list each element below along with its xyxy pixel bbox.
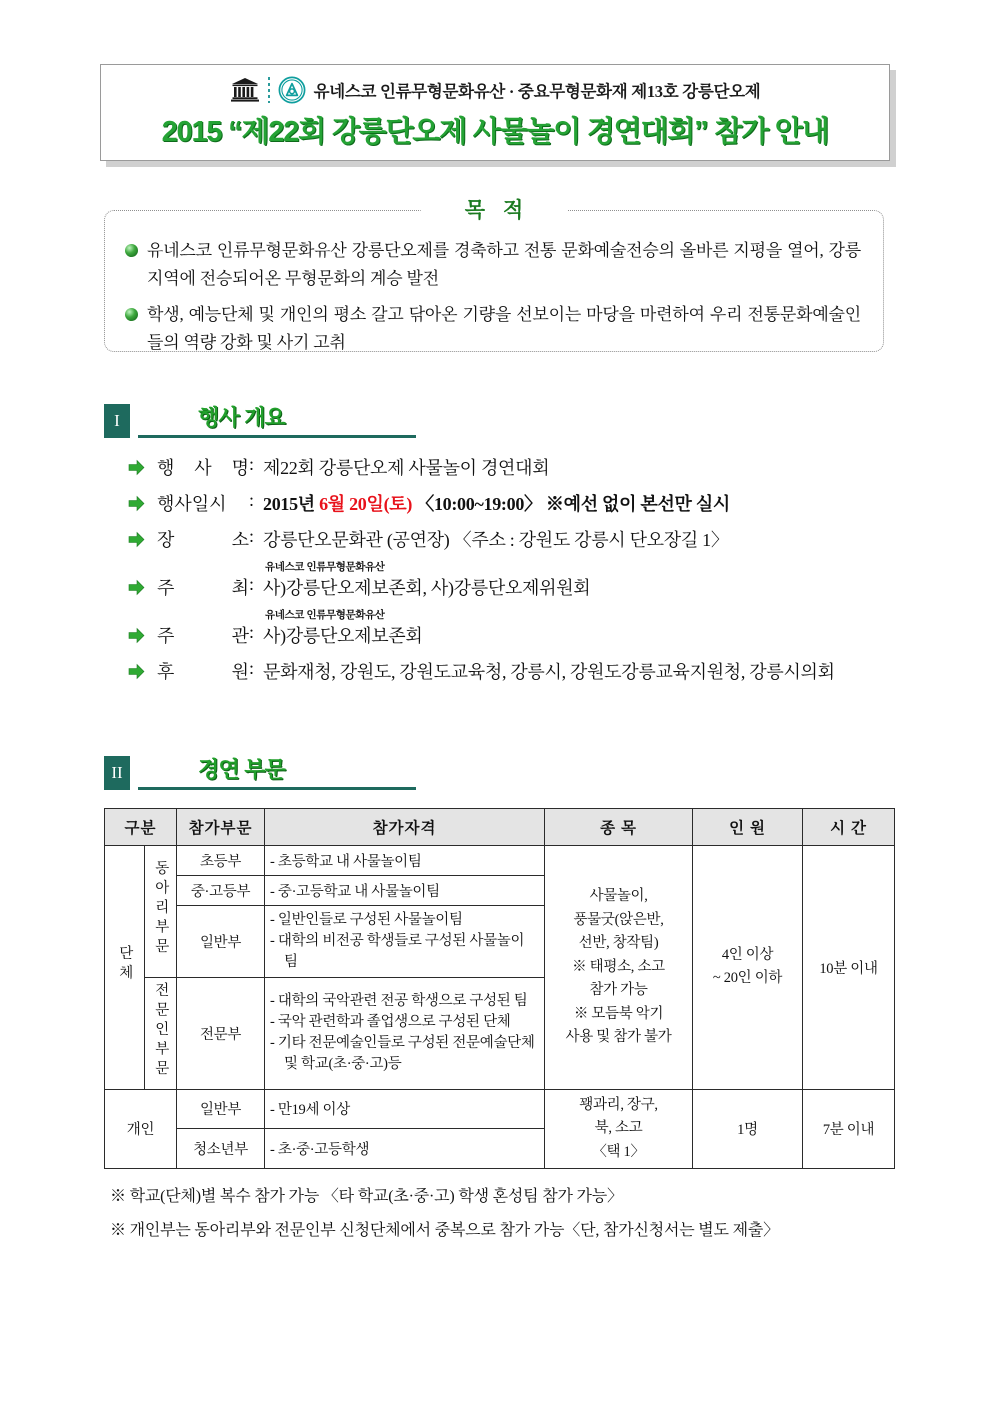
cell-qualification [265,978,545,1090]
qualification-line: - 국악 관련학과 졸업생으로 구성된 단체 [270,1014,511,1031]
section-heading [104,748,894,790]
cell-qualification: - 만19세 이상 [265,1089,545,1129]
info-value: 제22회 강릉단오제 사물놀이 경연대회 [263,458,550,478]
info-value-text: 사)강릉단오제보존회 [263,626,423,646]
qualification-line: - 대학의 국악관련 전공 학생으로 구성된 팀 [270,993,528,1010]
list-item [121,237,861,292]
table-footnotes [104,1183,894,1240]
footnote: ※ 개인부는 동아리부와 전문인부 신청단체에서 중복으로 참가 가능〈단, 참가신청서는 별도 제출〉 [110,1222,779,1239]
info-value [263,561,894,600]
cell-division: 일반부 [177,906,265,978]
event-line: ※ 모듬북 악기 [573,1005,664,1022]
green-sphere-bullet-icon [125,244,138,257]
section-underline-bar [138,753,416,790]
cell-qualification: - 초·중·고등학생 [265,1129,545,1169]
cell-qualification: - 중·고등학교 내 사물놀이팀 [265,876,545,906]
event-line: 풍물굿(앉은반, [573,911,664,928]
date-time: 〈10:00~19:00〉 [416,494,542,514]
event-line: 〈택 1〉 [592,1143,645,1160]
info-colon: : [249,454,255,474]
document-header [100,64,890,161]
header-banner-box [100,64,890,161]
column-header-event: 종 목 [545,809,693,846]
event-line: 사용 및 참가 불가 [565,1028,672,1045]
unesco-temple-icon [230,77,260,103]
info-label: 주 최 [157,578,249,598]
event-info-list [104,454,894,684]
column-header-people: 인 원 [693,809,803,846]
date-month: 6월 [319,494,345,514]
table-header-row [105,809,895,846]
header-subtitle: 유네스코 인류무형문화유산 · 중요무형문화재 제13호 강릉단오제 [313,82,761,101]
info-colon: : [249,526,255,546]
section-competition-categories [104,748,894,1251]
list-item [128,561,894,600]
cell-team-time: 10분 이내 [803,846,895,1090]
info-label: 행 사 명 [157,458,249,478]
column-header-qualification: 참가자격 [265,809,545,846]
green-arrow-bullet-icon [128,459,145,476]
section-event-overview [104,396,894,694]
cell-individual-event [545,1089,693,1168]
event-line: 선반, 창작팀) [578,935,659,952]
purpose-section [104,199,884,352]
footnote: ※ 학교(단체)별 복수 참가 가능 〈타 학교(초·중·고) 학생 혼성팀 참가 가능〉 [110,1188,623,1205]
cell-division: 일반부 [177,1089,265,1129]
green-arrow-bullet-icon [128,663,145,680]
sub-club-label: 동아리부문 [152,860,169,958]
header-main-title: 2015 “제22회 강릉단오제 사물놀이 경연대회” 참가 안내 [161,116,829,148]
people-line: ~ 20인 이하 [712,970,783,987]
info-colon: : [249,574,255,594]
cell-group-team [105,846,145,1090]
green-sphere-bullet-icon [125,308,138,321]
superscript-note: 유네스코 인류무형문화유산 [265,609,385,621]
table-row [105,846,895,876]
section-number-badge: I [104,404,130,438]
green-arrow-bullet-icon [128,627,145,644]
table-row [105,1089,895,1129]
group-team-label: 단체 [116,945,133,985]
sub-pro-label: 전문인부문 [152,982,169,1080]
info-colon: : [249,658,255,678]
info-colon: : [249,490,255,510]
info-value: 문화재청, 강원도, 강원도교육청, 강릉시, 강원도강릉교육지원청, 강릉시의회 [263,662,835,682]
qualification-line: - 일반인들로 구성된 사물놀이팀 [270,912,463,928]
competition-categories-table [104,808,895,1169]
list-item [128,490,894,516]
info-value-date [263,490,894,516]
cell-group-individual: 개인 [105,1089,177,1168]
qualification-line: - 대학의 비전공 학생들로 구성된 사물놀이 팀 [270,933,525,971]
qualification-line: - 기타 전문예술인들로 구성된 전문예술단체 및 학교(초·중·고)등 [270,1035,535,1073]
purpose-legend-label: 목적 [421,194,568,224]
cell-team-event [545,846,693,1090]
green-arrow-bullet-icon [128,579,145,596]
event-line: 참가 가능 [589,982,648,999]
cell-division: 전문부 [177,978,265,1090]
purpose-item-text: 학생, 예능단체 및 개인의 평소 갈고 닦아온 기량을 선보이는 마당을 마련하여 우리 전통문화예술인들의 역량 강화 및 사기 고취 [147,305,861,352]
info-value [263,609,894,648]
cell-division: 초등부 [177,846,265,876]
header-logo-row [101,73,889,107]
cell-sub-club [145,846,177,978]
list-item [128,526,894,552]
list-item [121,301,861,356]
event-line: 사물놀이, [589,888,648,905]
info-value: 강릉단오문화관 (공연장) 〈주소 : 강원도 강릉시 단오장길 1〉 [263,530,729,550]
section-underline-bar [138,401,416,438]
date-year: 2015년 [263,494,315,514]
section-title: 경연 부문 [198,757,286,782]
cell-team-people [693,846,803,1090]
info-value-text: 사)강릉단오제보존회, 사)강릉단오제위원회 [263,578,591,598]
section-title: 행사 개요 [198,405,286,430]
date-day: 20일(토) [349,494,413,514]
section-number-badge: II [104,756,130,790]
cell-qualification: - 초등학교 내 사물놀이팀 [265,846,545,876]
event-line: ※ 태평소, 소고 [572,958,665,975]
section-heading [104,396,894,438]
list-item [128,658,894,684]
purpose-item-text: 유네스코 인류무형문화유산 강릉단오제를 경축하고 전통 문화예술전승의 올바른 지평을 열어, 강릉지역에 전승되어온 무형문화의 계승 발전 [147,241,861,288]
event-line: 꽹과리, 장구, [579,1096,658,1113]
green-arrow-bullet-icon [128,531,145,548]
intangible-cultural-heritage-icon [278,76,306,104]
cell-sub-pro [145,978,177,1090]
logo-divider [268,77,270,103]
column-header-category: 참가부문 [177,809,265,846]
superscript-note: 유네스코 인류무형문화유산 [265,561,385,573]
people-line: 4인 이상 [721,946,774,963]
cell-individual-time: 7분 이내 [803,1089,895,1168]
cell-division: 청소년부 [177,1129,265,1169]
info-label: 행사일시 [157,494,227,514]
column-header-division: 구분 [105,809,177,846]
info-label: 후 원 [157,662,249,682]
column-header-time: 시 간 [803,809,895,846]
list-item [128,609,894,648]
date-note: ※예선 없이 본선만 실시 [545,494,731,514]
green-arrow-bullet-icon [128,495,145,512]
info-colon: : [249,622,255,642]
purpose-item-list [105,211,883,356]
list-item [128,454,894,480]
info-label: 장 소 [157,530,249,550]
event-line: 북, 소고 [594,1120,643,1137]
cell-individual-people: 1명 [693,1089,803,1168]
cell-qualification [265,906,545,978]
cell-division: 중·고등부 [177,876,265,906]
info-label: 주 관 [157,626,249,646]
